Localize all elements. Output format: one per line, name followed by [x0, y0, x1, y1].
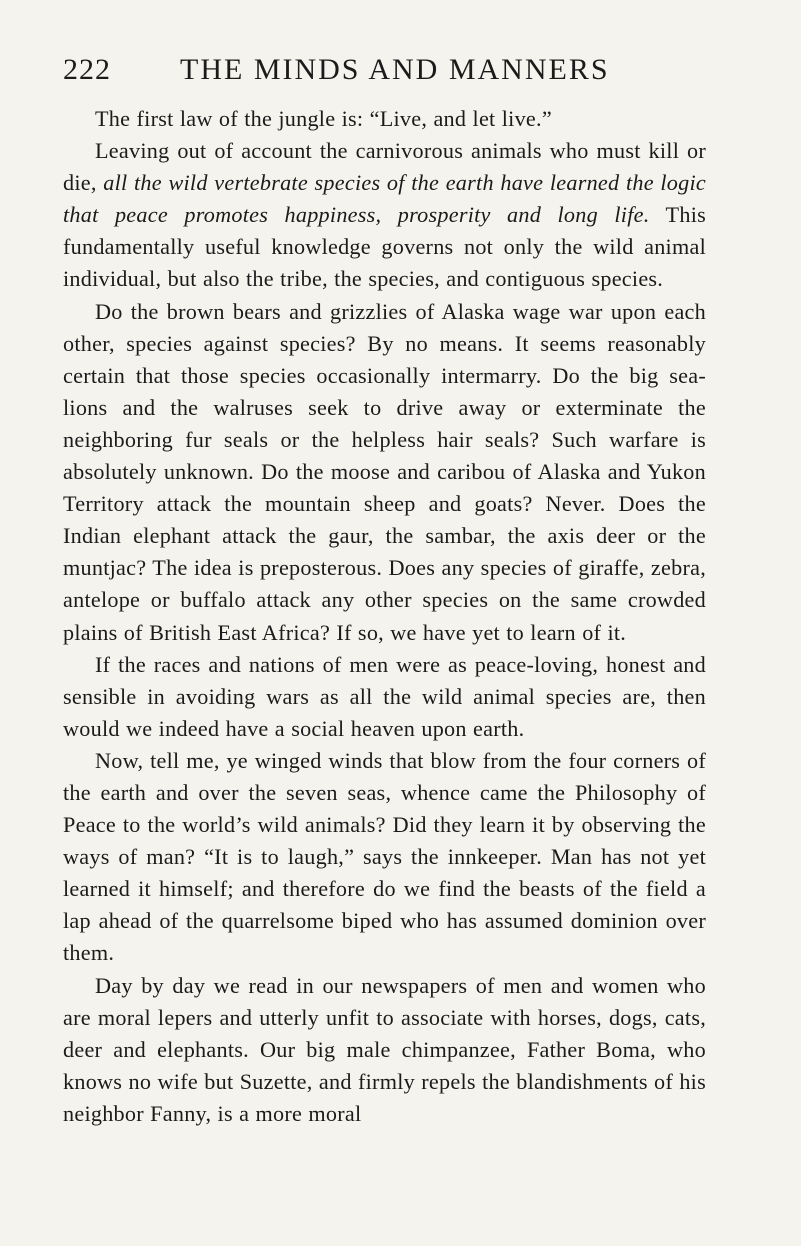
paragraph-text: Day by day we read in our newspapers of men and women who are moral lepers and utterly unfit to associate with horses, dogs, cats, deer and elephants. Our big male chimpanzee, Father Boma, who knows no wife but Suzette, and firmly repels the blandishments of his neighbor Fanny, is a more moral: [63, 972, 706, 1126]
paragraph-text: If the races and nations of men were as peace-loving, honest and sensible in avoiding wars as all the wild animal species are, then would we indeed have a social heaven upon earth.: [63, 651, 706, 741]
page-number: 222: [63, 53, 111, 86]
paragraph-text-continued: This fundamentally useful knowledge governs not only the wild animal individual, but also the tribe, the species, and contiguous species.: [63, 202, 706, 292]
paragraph-5: [63, 745, 706, 970]
paragraph-3: [63, 296, 706, 649]
paragraph-6: [63, 970, 706, 1130]
paragraph-text: Do the brown bears and grizzlies of Alaska wage war upon each other, species against species? By no means. It seems reasonably certain that those species occasionally intermarry. Do the big sea-lions and the walruses seek to drive away or exterminate the neighboring fur seals or the helpless hair seals? Such warfare is absolutely unknown. Do the moose and caribou of Alaska and Yukon Territory attack the mountain sheep and goats? Never. Does the Indian elephant attack the gaur, the sambar, the axis deer or the muntjac? The idea is preposterous. Does any species of giraffe, zebra, antelope or buffalo attack any other species on the same crowded plains of British East Africa? If so, we have yet to learn of it.: [63, 298, 706, 645]
paragraph-4: [63, 649, 706, 745]
paragraph-text: Leaving out of account the carnivorous animals who must kill or die,: [63, 138, 706, 196]
paragraph-text: The first law of the jungle is: “Live, and let live.”: [95, 106, 552, 131]
running-title: THE MINDS AND MANNERS: [180, 53, 610, 86]
running-head: [63, 50, 703, 90]
paragraph-italic-text: all the wild vertebrate species of the earth have learned the logic that peace promotes happiness, prosperity and long life.: [63, 170, 707, 228]
paragraph-text: Now, tell me, ye winged winds that blow from the four corners of the earth and over the seven seas, whence came the Philosophy of Peace to the world’s wild animals? Did they learn it by observing the ways of man? “It is to laugh,” says the innkeeper. Man has not yet learned it himself; and therefore do we find the beasts of the field a lap ahead of the quarrelsome biped who has assumed dominion over them.: [63, 747, 706, 966]
body-text: [63, 103, 706, 1130]
paragraph-1: [63, 103, 706, 135]
paragraph-2: [63, 135, 706, 295]
